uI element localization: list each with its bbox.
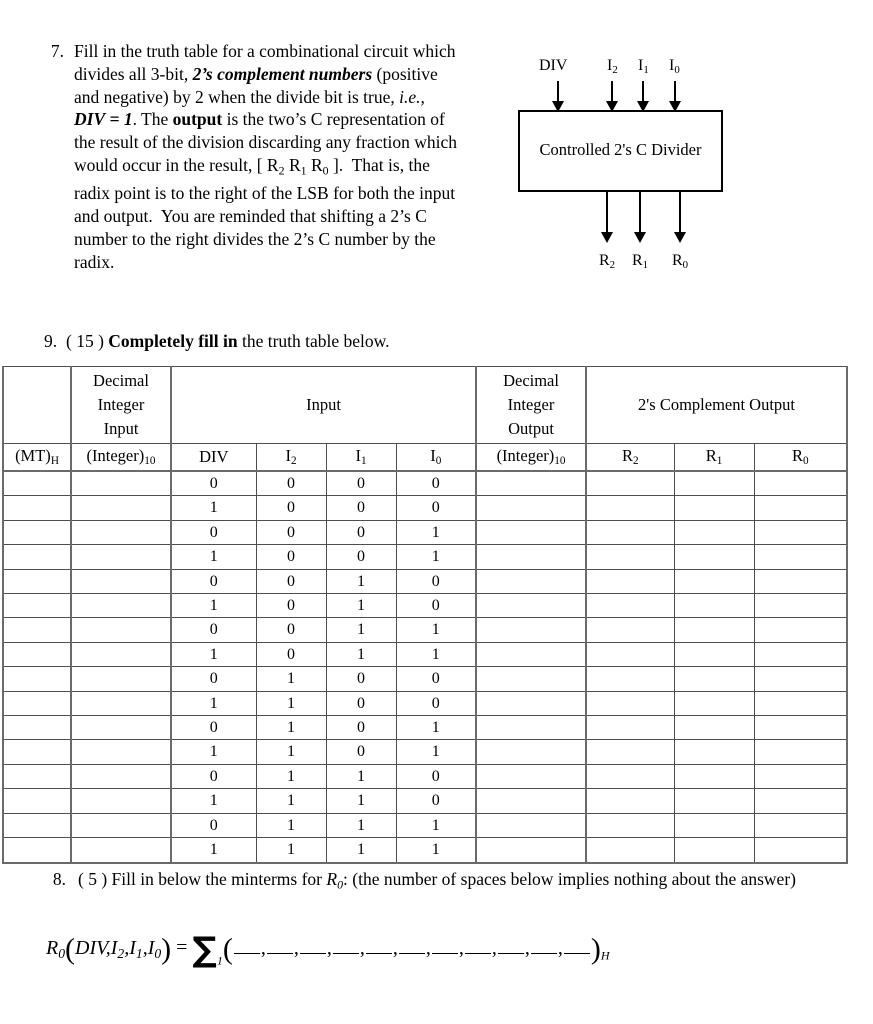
cell-i0: 0 [396,569,476,593]
cell-r0[interactable] [754,520,847,544]
cell-i2: 1 [256,838,326,863]
cell-r2[interactable] [586,545,674,569]
cell-r1[interactable] [674,520,754,544]
cell-i1: 1 [326,838,396,863]
cell-i1: 0 [326,545,396,569]
comma-separator: , [458,936,464,959]
cell-decimal-input[interactable] [71,691,171,715]
table-row [3,838,847,863]
cell-div: 1 [171,496,256,520]
formula-radix-subscript: H [600,948,610,963]
cell-div: 1 [171,594,256,618]
minterm-blank[interactable] [366,937,392,954]
cell-r2[interactable] [586,471,674,496]
truth-table [2,366,848,864]
cell-decimal-output[interactable] [476,667,586,691]
cell-r0[interactable] [754,667,847,691]
formula-list-close-paren: ) [590,932,601,966]
comma-separator: , [392,936,398,959]
output-arrow-shaft-r1 [639,192,641,235]
cell-decimal-input[interactable] [71,496,171,520]
header-line: Output [508,419,554,438]
cell-div: 0 [171,764,256,788]
cell-mt[interactable] [3,813,71,837]
emphasis-twos-complement: 2’s complement numbers [192,63,373,84]
cell-div: 0 [171,618,256,642]
cell-decimal-output[interactable] [476,520,586,544]
cell-decimal-output[interactable] [476,569,586,593]
cell-i2: 0 [256,618,326,642]
header-line: Decimal [93,371,149,390]
cell-r1[interactable] [674,740,754,764]
minterm-blank[interactable] [267,937,293,954]
formula-args: $DIV,I_2,I_1,I_0$ [75,936,162,961]
cell-r2[interactable] [586,642,674,666]
cell-r0[interactable] [754,789,847,813]
cell-r1[interactable] [674,691,754,715]
diagram-output-label-r0: $R_0$ [672,252,689,272]
subheader-integer-out: $(Integer)_{10}$ [476,444,586,472]
question-8-text [78,868,834,896]
subheader-div: DIV [171,444,256,472]
formula-close-paren: ) [161,932,172,966]
cell-decimal-input[interactable] [71,789,171,813]
cell-mt[interactable] [3,496,71,520]
cell-r0[interactable] [754,569,847,593]
cell-r0[interactable] [754,813,847,837]
cell-decimal-input[interactable] [71,667,171,691]
cell-div: 1 [171,740,256,764]
minterm-blank[interactable] [564,937,590,954]
cell-i1: 0 [326,667,396,691]
cell-r2[interactable] [586,594,674,618]
cell-decimal-input[interactable] [71,471,171,496]
cell-r2[interactable] [586,520,674,544]
cell-decimal-output[interactable] [476,716,586,740]
diagram-input-label-div: DIV [539,57,568,74]
cell-r1[interactable] [674,813,754,837]
input-arrow-shaft-i1 [642,81,644,103]
cell-decimal-input[interactable] [71,569,171,593]
cell-r2[interactable] [586,740,674,764]
header-line: Decimal [503,371,559,390]
subheader-i0: $I_0$ [396,444,476,472]
formula-lhs: $R_0$ [46,936,66,961]
cell-i0: 1 [396,618,476,642]
cell-i2: 1 [256,716,326,740]
cell-i1: 0 [326,716,396,740]
cell-i2: 1 [256,691,326,715]
question-7-block [38,40,458,273]
summation-sigma-icon: ∑ [192,930,217,970]
cell-i1: 0 [326,691,396,715]
question-8-points: ( 5 ) [78,869,108,889]
table-row [3,594,847,618]
cell-i2: 0 [256,642,326,666]
cell-mt[interactable] [3,618,71,642]
question-9-number: 9. [44,331,58,351]
question-8-text-before: Fill in below the minterms for [107,869,327,889]
minterm-blank[interactable] [399,937,425,954]
cell-mt[interactable] [3,569,71,593]
cell-i0: 0 [396,594,476,618]
cell-r0[interactable] [754,545,847,569]
question-8-block [44,868,834,896]
question-8-number: 8. [52,869,66,889]
cell-i2: 0 [256,496,326,520]
cell-decimal-input[interactable] [71,813,171,837]
cell-r0[interactable] [754,496,847,520]
summation-index: 1 [216,953,223,968]
cell-decimal-output[interactable] [476,764,586,788]
cell-i1: 0 [326,496,396,520]
cell-decimal-input[interactable] [71,642,171,666]
cell-i1: 1 [326,594,396,618]
minterm-blank[interactable] [498,937,524,954]
output-arrow-head-r1 [634,232,646,243]
question-7-number: 7. [50,41,64,61]
cell-decimal-output[interactable] [476,789,586,813]
cell-decimal-output[interactable] [476,813,586,837]
cell-i0: 0 [396,789,476,813]
cell-i2: 0 [256,545,326,569]
diagram-input-label-i1: $I_1$ [638,57,649,77]
header-blank-corner [3,367,71,444]
cell-i1: 1 [326,764,396,788]
cell-decimal-input[interactable] [71,594,171,618]
table-row [3,471,847,496]
table-row [3,789,847,813]
cell-r2[interactable] [586,813,674,837]
cell-r0[interactable] [754,716,847,740]
cell-r0[interactable] [754,618,847,642]
subheader-mt: $(MT)_H$ [3,444,71,472]
comma-separator: , [491,936,497,959]
subheader-integer-in: $(Integer)_{10}$ [71,444,171,472]
table-row [3,740,847,764]
cell-i2: 0 [256,520,326,544]
cell-i0: 0 [396,471,476,496]
cell-r1[interactable] [674,642,754,666]
cell-decimal-output[interactable] [476,691,586,715]
cell-i2: 0 [256,471,326,496]
cell-i2: 1 [256,789,326,813]
question-9-bold-text: Completely fill in [108,331,238,351]
cell-r1[interactable] [674,716,754,740]
cell-i2: 1 [256,764,326,788]
comma-separator: , [260,936,266,959]
minterm-blank[interactable] [531,937,557,954]
cell-r0[interactable] [754,740,847,764]
header-decimal-integer-output [476,367,586,444]
minterm-blank-list[interactable] [233,937,591,959]
emphasis-div-equals-1: DIV = 1 [74,109,133,130]
minterm-formula [46,930,610,970]
cell-div: 0 [171,569,256,593]
cell-i0: 0 [396,764,476,788]
cell-r1[interactable] [674,545,754,569]
header-line: Integer [507,395,555,414]
cell-mt[interactable] [3,691,71,715]
input-arrow-shaft-i0 [674,81,676,103]
cell-decimal-output[interactable] [476,545,586,569]
table-row [3,520,847,544]
cell-r2[interactable] [586,716,674,740]
cell-r1[interactable] [674,789,754,813]
table-row [3,569,847,593]
header-decimal-integer-input [71,367,171,444]
truth-table-body [3,471,847,863]
cell-i1: 1 [326,642,396,666]
cell-i0: 0 [396,667,476,691]
cell-r0[interactable] [754,471,847,496]
cell-i0: 1 [396,520,476,544]
output-arrow-head-r2 [601,232,613,243]
minterm-blank[interactable] [234,937,260,954]
cell-mt[interactable] [3,520,71,544]
formula-equals: = [176,936,188,959]
cell-i2: 1 [256,740,326,764]
cell-mt[interactable] [3,594,71,618]
cell-r1[interactable] [674,764,754,788]
subheader-r1: $R_1$ [674,444,754,472]
comma-separator: , [293,936,299,959]
cell-r0[interactable] [754,642,847,666]
cell-i0: 1 [396,642,476,666]
question-8-variable: $R_0$ [326,869,344,892]
cell-i1: 1 [326,789,396,813]
cell-r2[interactable] [586,764,674,788]
cell-div: 1 [171,691,256,715]
table-row [3,642,847,666]
cell-decimal-input[interactable] [71,520,171,544]
cell-r2[interactable] [586,569,674,593]
subheader-i1: $I_1$ [326,444,396,472]
cell-r0[interactable] [754,594,847,618]
cell-decimal-output[interactable] [476,618,586,642]
comma-separator: , [524,936,530,959]
cell-i2: 1 [256,813,326,837]
cell-r2[interactable] [586,838,674,863]
cell-decimal-output[interactable] [476,594,586,618]
cell-i0: 1 [396,813,476,837]
comma-separator: , [359,936,365,959]
comma-separator: , [557,936,563,959]
cell-i1: 1 [326,813,396,837]
cell-div: 0 [171,471,256,496]
question-9-block [44,330,390,352]
header-twos-complement-output: 2's Complement Output [586,367,847,444]
circuit-block-diagram [500,52,800,282]
cell-i1: 0 [326,471,396,496]
cell-decimal-input[interactable] [71,740,171,764]
table-row [3,691,847,715]
subheader-r2: $R_2$ [586,444,674,472]
table-row [3,618,847,642]
cell-div: 0 [171,520,256,544]
cell-mt[interactable] [3,642,71,666]
minterm-blank[interactable] [300,937,326,954]
cell-mt[interactable] [3,545,71,569]
cell-div: 0 [171,667,256,691]
cell-mt[interactable] [3,667,71,691]
table-sub-header-row [3,444,847,472]
header-line: Integer [97,395,145,414]
cell-decimal-input[interactable] [71,838,171,863]
cell-r0[interactable] [754,838,847,863]
cell-div: 0 [171,813,256,837]
output-arrow-head-r0 [674,232,686,243]
question-7-text: Fill in the truth table for a combinational circuit which divides all 3-bit, 2’s complement numbers (positive and negative) by 2 when the divide bit is true, i.e., DIV = 1. The output is the two’s C representation of the result of the division discarding any fraction which would occur in the result, [ $R_2$ $R_1$ $R_0$ ]. That is, the radix point is to the right of the LSB for both the input and output. You are reminded that shifting a 2’s C number to the right divides the 2’s C number by the radix. [74,41,457,272]
cell-r2[interactable] [586,618,674,642]
table-row [3,813,847,837]
table-row [3,496,847,520]
cell-div: 1 [171,642,256,666]
input-arrow-shaft-i2 [611,81,613,103]
formula-open-paren: ( [65,932,76,966]
output-arrow-shaft-r0 [679,192,681,235]
cell-decimal-output[interactable] [476,471,586,496]
cell-decimal-output[interactable] [476,642,586,666]
cell-i1: 1 [326,618,396,642]
minterm-blank[interactable] [432,937,458,954]
cell-decimal-input[interactable] [71,618,171,642]
output-arrow-shaft-r2 [606,192,608,235]
diagram-input-label-i0: $I_0$ [669,57,680,77]
diagram-output-label-r2: $R_2$ [599,252,616,272]
table-row [3,545,847,569]
cell-r1[interactable] [674,471,754,496]
cell-div: 1 [171,545,256,569]
cell-mt[interactable] [3,716,71,740]
cell-div: 0 [171,716,256,740]
table-row [3,667,847,691]
cell-r2[interactable] [586,496,674,520]
emphasis-ie: i.e., [399,86,425,107]
cell-i2: 0 [256,569,326,593]
cell-decimal-input[interactable] [71,764,171,788]
table-row [3,716,847,740]
cell-r1[interactable] [674,618,754,642]
cell-r1[interactable] [674,569,754,593]
diagram-input-label-i2: $I_2$ [607,57,618,77]
divider-block-label: Controlled 2's C Divider [539,140,702,159]
cell-r1[interactable] [674,594,754,618]
cell-i0: 1 [396,740,476,764]
emphasis-output: output [172,109,223,130]
cell-decimal-output[interactable] [476,740,586,764]
question-9-rest-text: the truth table below. [237,331,390,351]
cell-i2: 0 [256,594,326,618]
diagram-output-label-r1: $R_1$ [632,252,649,272]
table-row [3,764,847,788]
cell-r0[interactable] [754,764,847,788]
cell-div: 1 [171,838,256,863]
cell-i0: 1 [396,838,476,863]
comma-separator: , [326,936,332,959]
cell-r1[interactable] [674,667,754,691]
divider-block [518,110,723,192]
subheader-i2: $I_2$ [256,444,326,472]
cell-r2[interactable] [586,789,674,813]
cell-r1[interactable] [674,496,754,520]
header-line: Input [103,419,139,438]
header-input-group: Input [171,367,476,444]
cell-r0[interactable] [754,691,847,715]
cell-i1: 0 [326,740,396,764]
cell-r2[interactable] [586,691,674,715]
cell-i2: 1 [256,667,326,691]
minterm-blank[interactable] [465,937,491,954]
input-arrow-shaft-div [557,81,559,103]
cell-i0: 1 [396,716,476,740]
table-group-header-row [3,367,847,444]
cell-div: 1 [171,789,256,813]
cell-decimal-output[interactable] [476,496,586,520]
cell-i0: 1 [396,545,476,569]
subheader-r0: $R_0$ [754,444,847,472]
cell-mt[interactable] [3,764,71,788]
comma-separator: , [425,936,431,959]
cell-mt[interactable] [3,789,71,813]
minterm-blank[interactable] [333,937,359,954]
question-9-points: ( 15 ) [66,331,104,351]
cell-mt[interactable] [3,740,71,764]
cell-i0: 0 [396,496,476,520]
cell-decimal-output[interactable] [476,838,586,863]
cell-i1: 0 [326,520,396,544]
cell-i1: 1 [326,569,396,593]
cell-r2[interactable] [586,667,674,691]
cell-r1[interactable] [674,838,754,863]
cell-decimal-input[interactable] [71,545,171,569]
cell-mt[interactable] [3,838,71,863]
question-8-text-after: : (the number of spaces below implies nothing about the answer) [343,869,796,889]
formula-list-open-paren: ( [222,932,233,966]
cell-decimal-input[interactable] [71,716,171,740]
cell-i0: 0 [396,691,476,715]
cell-mt[interactable] [3,471,71,496]
